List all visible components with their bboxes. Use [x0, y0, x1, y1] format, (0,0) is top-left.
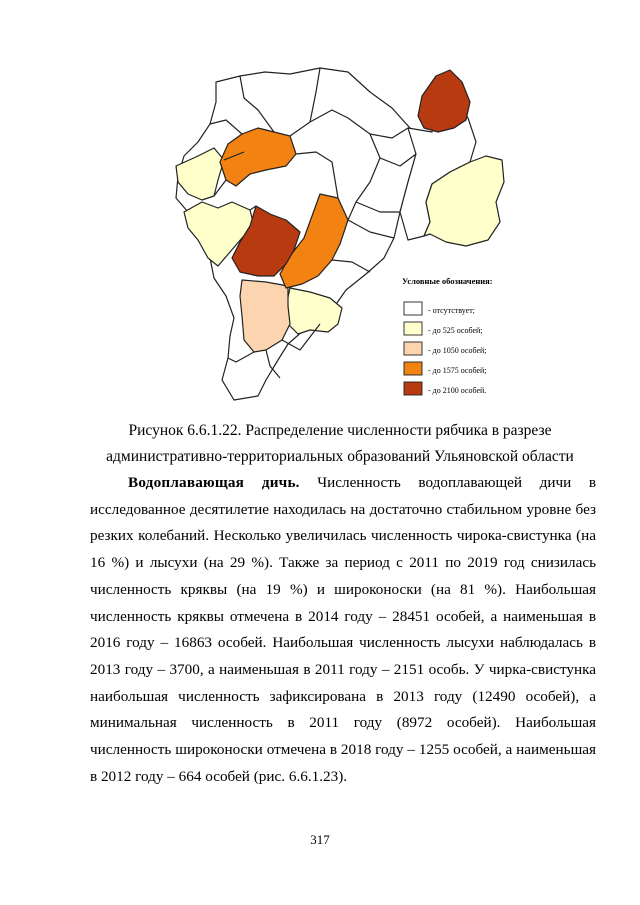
svg-text:- отсутствует;: - отсутствует; [428, 306, 475, 315]
legend-item [404, 362, 487, 375]
legend-item [404, 322, 483, 335]
legend-item [404, 382, 486, 395]
svg-text:- до 1050 особей;: - до 1050 особей; [428, 346, 487, 355]
legend-title: Условные обозначения: [402, 276, 493, 286]
paragraph-lead: Водоплавающая дичь. [128, 474, 300, 491]
paragraph-text: Численность водоплавающей дичи в исследованное десятилетие находилась на достаточно стабильном уровне без резких колебаний. Несколько увеличилась численность чирока-свистунка (на 16 %) и лысухи (на 29 %). Также за период с 2011 по 2019 год снизилась численность кряквы (на 19 %) и широконоски (на 81 %). Наибольшая численность кряквы отмечена в 2014 году – 28451 особей, а наименьшая в 2016 году – 16863 особей. Наибольшая численность лысухи наблюдалась в 2013 году – 3700, а наименьшая в 2011 году – 2151 особь. У чирка-свистунка наибольшая численность зафиксирована в 2013 году (12490 особей), а минимальная численность в 2011 году (8972 особей). Наибольшая численность широконоски отмечена в 2018 году – 1255 особей, а наименьшая в 2012 году – 664 особей (рис. 6.6.1.23). [90, 474, 596, 785]
map-region-brown-northeast [418, 70, 470, 132]
figure-caption-line-1: Рисунок 6.6.1.22. Распределение численности рябчика в разрезе [128, 422, 552, 439]
page-number: 317 [310, 832, 330, 847]
body-paragraph [90, 470, 596, 790]
region-map [170, 62, 530, 407]
legend-item [404, 302, 475, 315]
svg-text:- до 2100 особей.: - до 2100 особей. [428, 386, 487, 395]
legend-item [404, 342, 487, 355]
svg-text:- до 525 особей;: - до 525 особей; [428, 326, 483, 335]
svg-text:- до 1575 особей;: - до 1575 особей; [428, 366, 487, 375]
figure-caption-line-2: административно-территориальных образований Ульяновской области [106, 448, 574, 465]
